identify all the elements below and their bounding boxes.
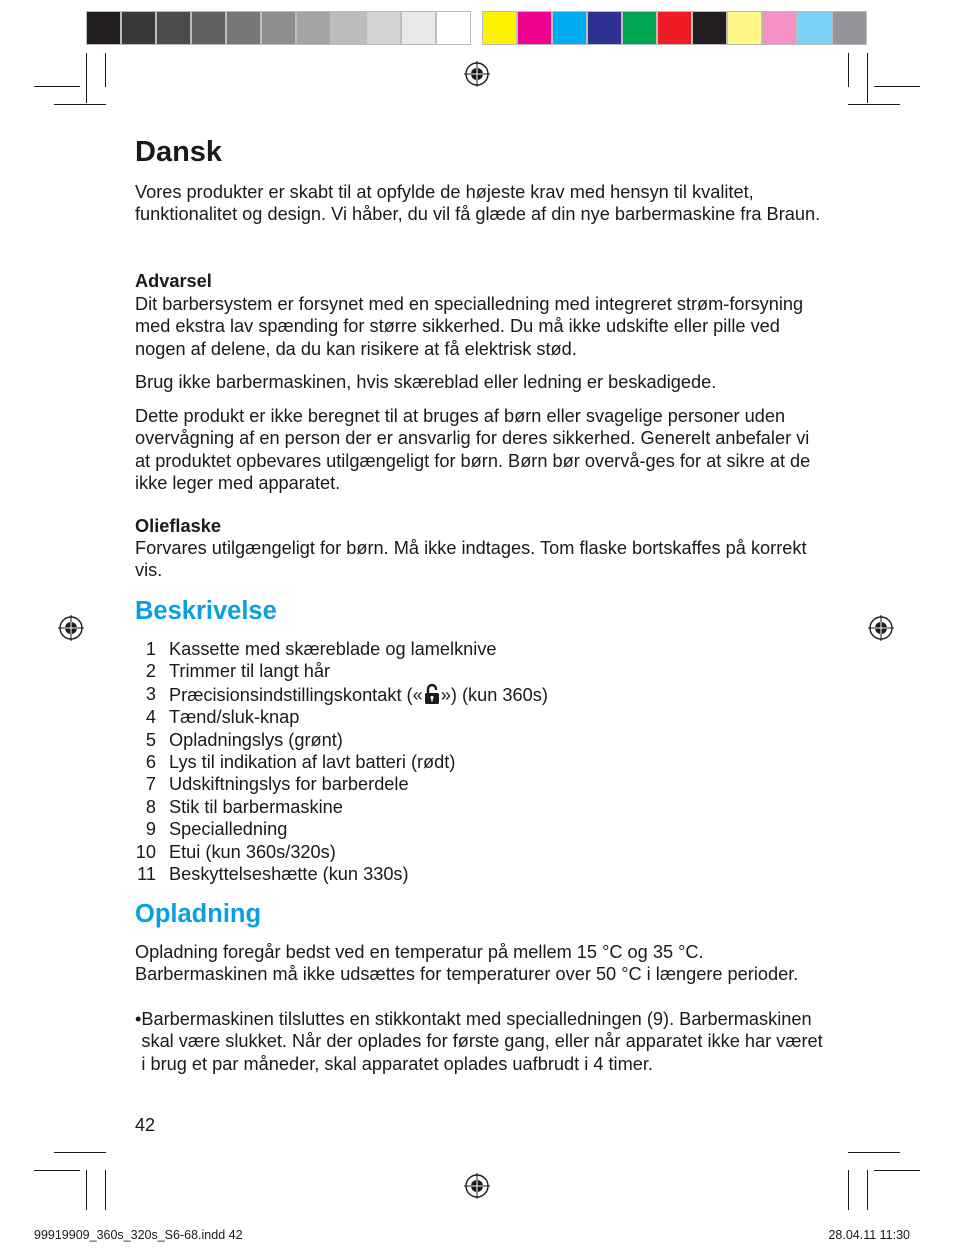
gray-swatch (226, 11, 261, 45)
registration-mark-icon (58, 615, 84, 641)
list-item-text-before: Præcisionsindstillingskontakt (« (169, 684, 423, 705)
lock-open-icon (423, 683, 441, 705)
crop-mark (86, 53, 87, 103)
crop-mark (848, 104, 900, 105)
warning-paragraph: Dette produkt er ikke beregnet til at bruges af børn eller svagelige personer uden overvågning af en person der er ansvarlig for deres sikkerhed. Generelt anbefaler vi at produktet opbevares utilgængeligt for børn. Børn bør overvå-ges for at sikre at de ikke leger med apparatet. (135, 406, 811, 494)
page-number: 42 (135, 1115, 156, 1135)
list-item-text: Tænd/sluk-knap (169, 707, 300, 728)
crop-mark (848, 53, 849, 87)
gray-swatch (156, 11, 191, 45)
section-heading-charging: Opladning (135, 900, 262, 928)
color-swatch (762, 11, 797, 45)
gray-swatch (86, 11, 121, 45)
crop-mark (848, 1170, 849, 1210)
list-item-number: 2 (145, 661, 156, 682)
list-item-number: 7 (145, 774, 156, 795)
list-item (135, 706, 755, 728)
crop-mark (54, 1152, 106, 1153)
print-slug-file: 99919909_360s_320s_S6-68.indd 42 (34, 1228, 243, 1242)
warning-paragraph: Dit barbersystem er forsynet med en specialledning med integreret strøm-forsyning med ekstra lav spænding for større sikkerhed. Du må ikke udskifte eller pille ved nogen af delene, da du kan risikere at få elektrisk stød. (135, 294, 804, 359)
color-swatch (657, 11, 692, 45)
list-item-text: Specialledning (169, 819, 288, 840)
list-item (135, 660, 755, 682)
charging-paragraph: Opladning foregår bedst ved en temperatur på mellem 15 °C og 35 °C. Barbermaskinen må ikke udsættes for temperaturer over 50 °C i længere perioder. (135, 942, 799, 985)
list-item-text: Trimmer til langt hår (169, 661, 331, 682)
list-item-number: 1 (145, 639, 156, 659)
crop-mark (34, 86, 80, 87)
color-swatch (797, 11, 832, 45)
list-item-number: 8 (145, 796, 156, 817)
list-item-text: Etui (kun 360s/320s) (169, 841, 336, 862)
gray-swatch (296, 11, 331, 45)
crop-mark (105, 53, 106, 87)
crop-mark (848, 1152, 900, 1153)
color-swatch (587, 11, 622, 45)
crop-mark (34, 1170, 80, 1171)
list-item (135, 818, 755, 840)
list-item (135, 796, 755, 818)
list-item-number: 11 (137, 864, 156, 885)
charging-bullet-text: Barbermaskinen tilsluttes en stikkontakt med specialledningen (9). Barbermaskinen skal være slukket. Når der oplades for første gang, eller når apparatet ikke har været i brug et par måneder, skal apparatet oplades uafbrudt i 4 timer. (141, 1009, 823, 1074)
gray-swatch (261, 11, 296, 45)
list-item-text: Lys til indikation af lavt batteri (rødt) (169, 752, 456, 773)
gray-swatch (436, 11, 471, 45)
color-swatch (727, 11, 762, 45)
crop-mark (874, 1170, 920, 1171)
grayscale-color-bar (86, 11, 471, 46)
warning-heading: Advarsel (135, 271, 212, 291)
registration-mark-icon (464, 1173, 490, 1199)
registration-mark-icon (464, 61, 490, 87)
list-item-number: 3 (145, 683, 156, 704)
crop-mark (86, 1170, 87, 1210)
intro-paragraph: Vores produkter er skabt til at opfylde de højeste krav med hensyn til kvalitet, funktionalitet og design. Vi håber, du vil få glæde af din nye barbermaskine fra Braun. (135, 182, 821, 225)
list-item-text: Stik til barbermaskine (169, 796, 343, 817)
color-swatch (692, 11, 727, 45)
color-swatch (552, 11, 587, 45)
list-item (135, 773, 755, 795)
parts-list (135, 638, 755, 885)
oil-paragraph: Forvares utilgængeligt for børn. Må ikke indtages. Tom flaske bortskaffes på korrekt vis. (135, 538, 807, 581)
gray-swatch (401, 11, 436, 45)
registration-mark-icon (868, 615, 894, 641)
crop-mark (867, 1170, 868, 1210)
crop-mark (54, 104, 106, 105)
list-item-number: 10 (135, 841, 156, 862)
list-item-text: Udskiftningslys for barberdele (169, 774, 409, 795)
list-item-number: 4 (145, 707, 156, 728)
list-item-number: 6 (145, 752, 156, 773)
gray-swatch (366, 11, 401, 45)
oil-heading: Olieflaske (135, 516, 221, 536)
bullet-symbol: • (135, 1009, 142, 1029)
crop-mark (105, 1170, 106, 1210)
list-item-text: Kassette med skæreblade og lamelknive (169, 639, 497, 659)
crop-mark (874, 86, 920, 87)
section-heading-description: Beskrivelse (135, 597, 277, 625)
list-item-text: Opladningslys (grønt) (169, 729, 343, 750)
warning-paragraph: Brug ikke barbermaskinen, hvis skæreblad eller ledning er beskadigede. (135, 372, 717, 392)
list-item (135, 863, 755, 885)
list-item (135, 751, 755, 773)
list-item-number: 5 (145, 729, 156, 750)
gray-swatch (191, 11, 226, 45)
page-title: Dansk (135, 136, 223, 168)
list-item-text (169, 683, 548, 706)
color-swatch (832, 11, 867, 45)
color-swatch (622, 11, 657, 45)
crop-mark (867, 53, 868, 103)
list-item-text-after: ») (kun 360s) (440, 684, 548, 705)
list-item-text: Beskyttelseshætte (kun 330s) (169, 864, 409, 885)
gray-swatch (121, 11, 156, 45)
list-item-number: 9 (145, 819, 156, 840)
charging-bullet (135, 1008, 825, 1075)
color-swatch (517, 11, 552, 45)
list-item (135, 729, 755, 751)
process-color-bar (482, 11, 867, 46)
print-slug-date: 28.04.11 11:30 (828, 1228, 910, 1242)
color-swatch (482, 11, 517, 45)
list-item (135, 841, 755, 863)
list-item (135, 683, 755, 706)
gray-swatch (331, 11, 366, 45)
list-item (135, 638, 755, 660)
